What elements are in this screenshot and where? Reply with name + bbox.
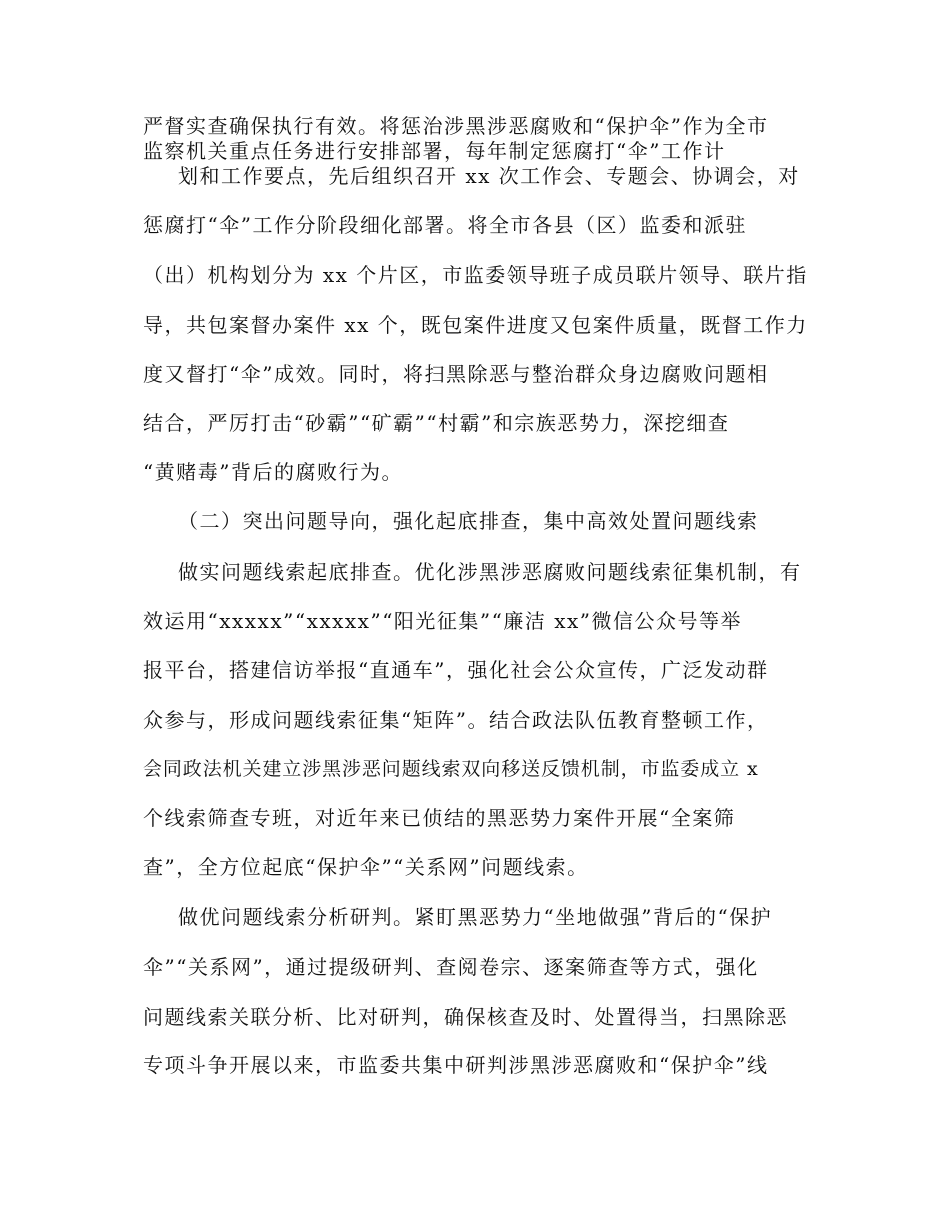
paragraph-line: 导，共包案督办案件 xx 个，既包案件进度又包案件质量，既督工作力 — [143, 313, 808, 337]
paragraph-line: 严督实查确保执行有效。将惩治涉黑涉恶腐败和“保护伞”作为全市 — [143, 114, 769, 138]
paragraph-line: 问题线索关联分析、比对研判，确保核查及时、处置得当，扫黑除恶 — [143, 1005, 788, 1029]
paragraph-line: 做实问题线索起底排查。优化涉黑涉恶腐败问题线索征集机制，有 — [178, 560, 802, 584]
paragraph-line: 会同政法机关建立涉黑涉恶问题线索双向移送反馈机制，市监委成立 x — [143, 758, 759, 780]
paragraph-line: 伞”“关系网”，通过提级研判、查阅卷宗、逐案筛查等方式，强化 — [143, 955, 759, 979]
paragraph-line: 个线索筛查专班，对近年来已侦结的黑恶势力案件开展“全案筛 — [143, 806, 736, 830]
section-heading: （二）突出问题导向，强化起底排查，集中高效处置问题线索 — [178, 509, 759, 533]
paragraph-line: 众参与，形成问题线索征集“矩阵”。结合政法队伍教育整顿工作， — [143, 708, 769, 732]
paragraph-line: 结合，严厉打击“砂霸”“矿霸”“村霸”和宗族恶势力，深挖细查 — [143, 411, 730, 435]
paragraph-line: 专项斗争开展以来，市监委共集中研判涉黑涉恶腐败和“保护伞”线 — [143, 1053, 769, 1077]
paragraph-line: 效运用“xxxxx”“xxxxx”“阳光征集”“廉洁 xx”微信公众号等举 — [143, 609, 743, 633]
paragraph-line: “黄赌毒”背后的腐败行为。 — [143, 460, 403, 484]
paragraph-line: （出）机构划分为 xx 个片区，市监委领导班子成员联片领导、联片指 — [143, 263, 808, 287]
paragraph-line: 划和工作要点，先后组织召开 xx 次工作会、专题会、协调会，对 — [178, 164, 800, 188]
paragraph-line: 监察机关重点任务进行安排部署，每年制定惩腐打“伞”工作计 — [143, 139, 726, 163]
paragraph-line: 度又督打“伞”成效。同时，将扫黑除恶与整治群众身边腐败问题相 — [143, 362, 769, 386]
paragraph-line: 惩腐打“伞”工作分阶段细化部署。将全市各县（区）监委和派驻 — [143, 213, 747, 237]
paragraph-line: 做优问题线索分析研判。紧盯黑恶势力“坐地做强”背后的“保护 — [178, 905, 773, 929]
paragraph-line: 查”，全方位起底“保护伞”“关系网”问题线索。 — [143, 855, 589, 879]
paragraph-line: 报平台，搭建信访举报“直通车”，强化社会公众宣传，广泛发动群 — [143, 658, 769, 682]
